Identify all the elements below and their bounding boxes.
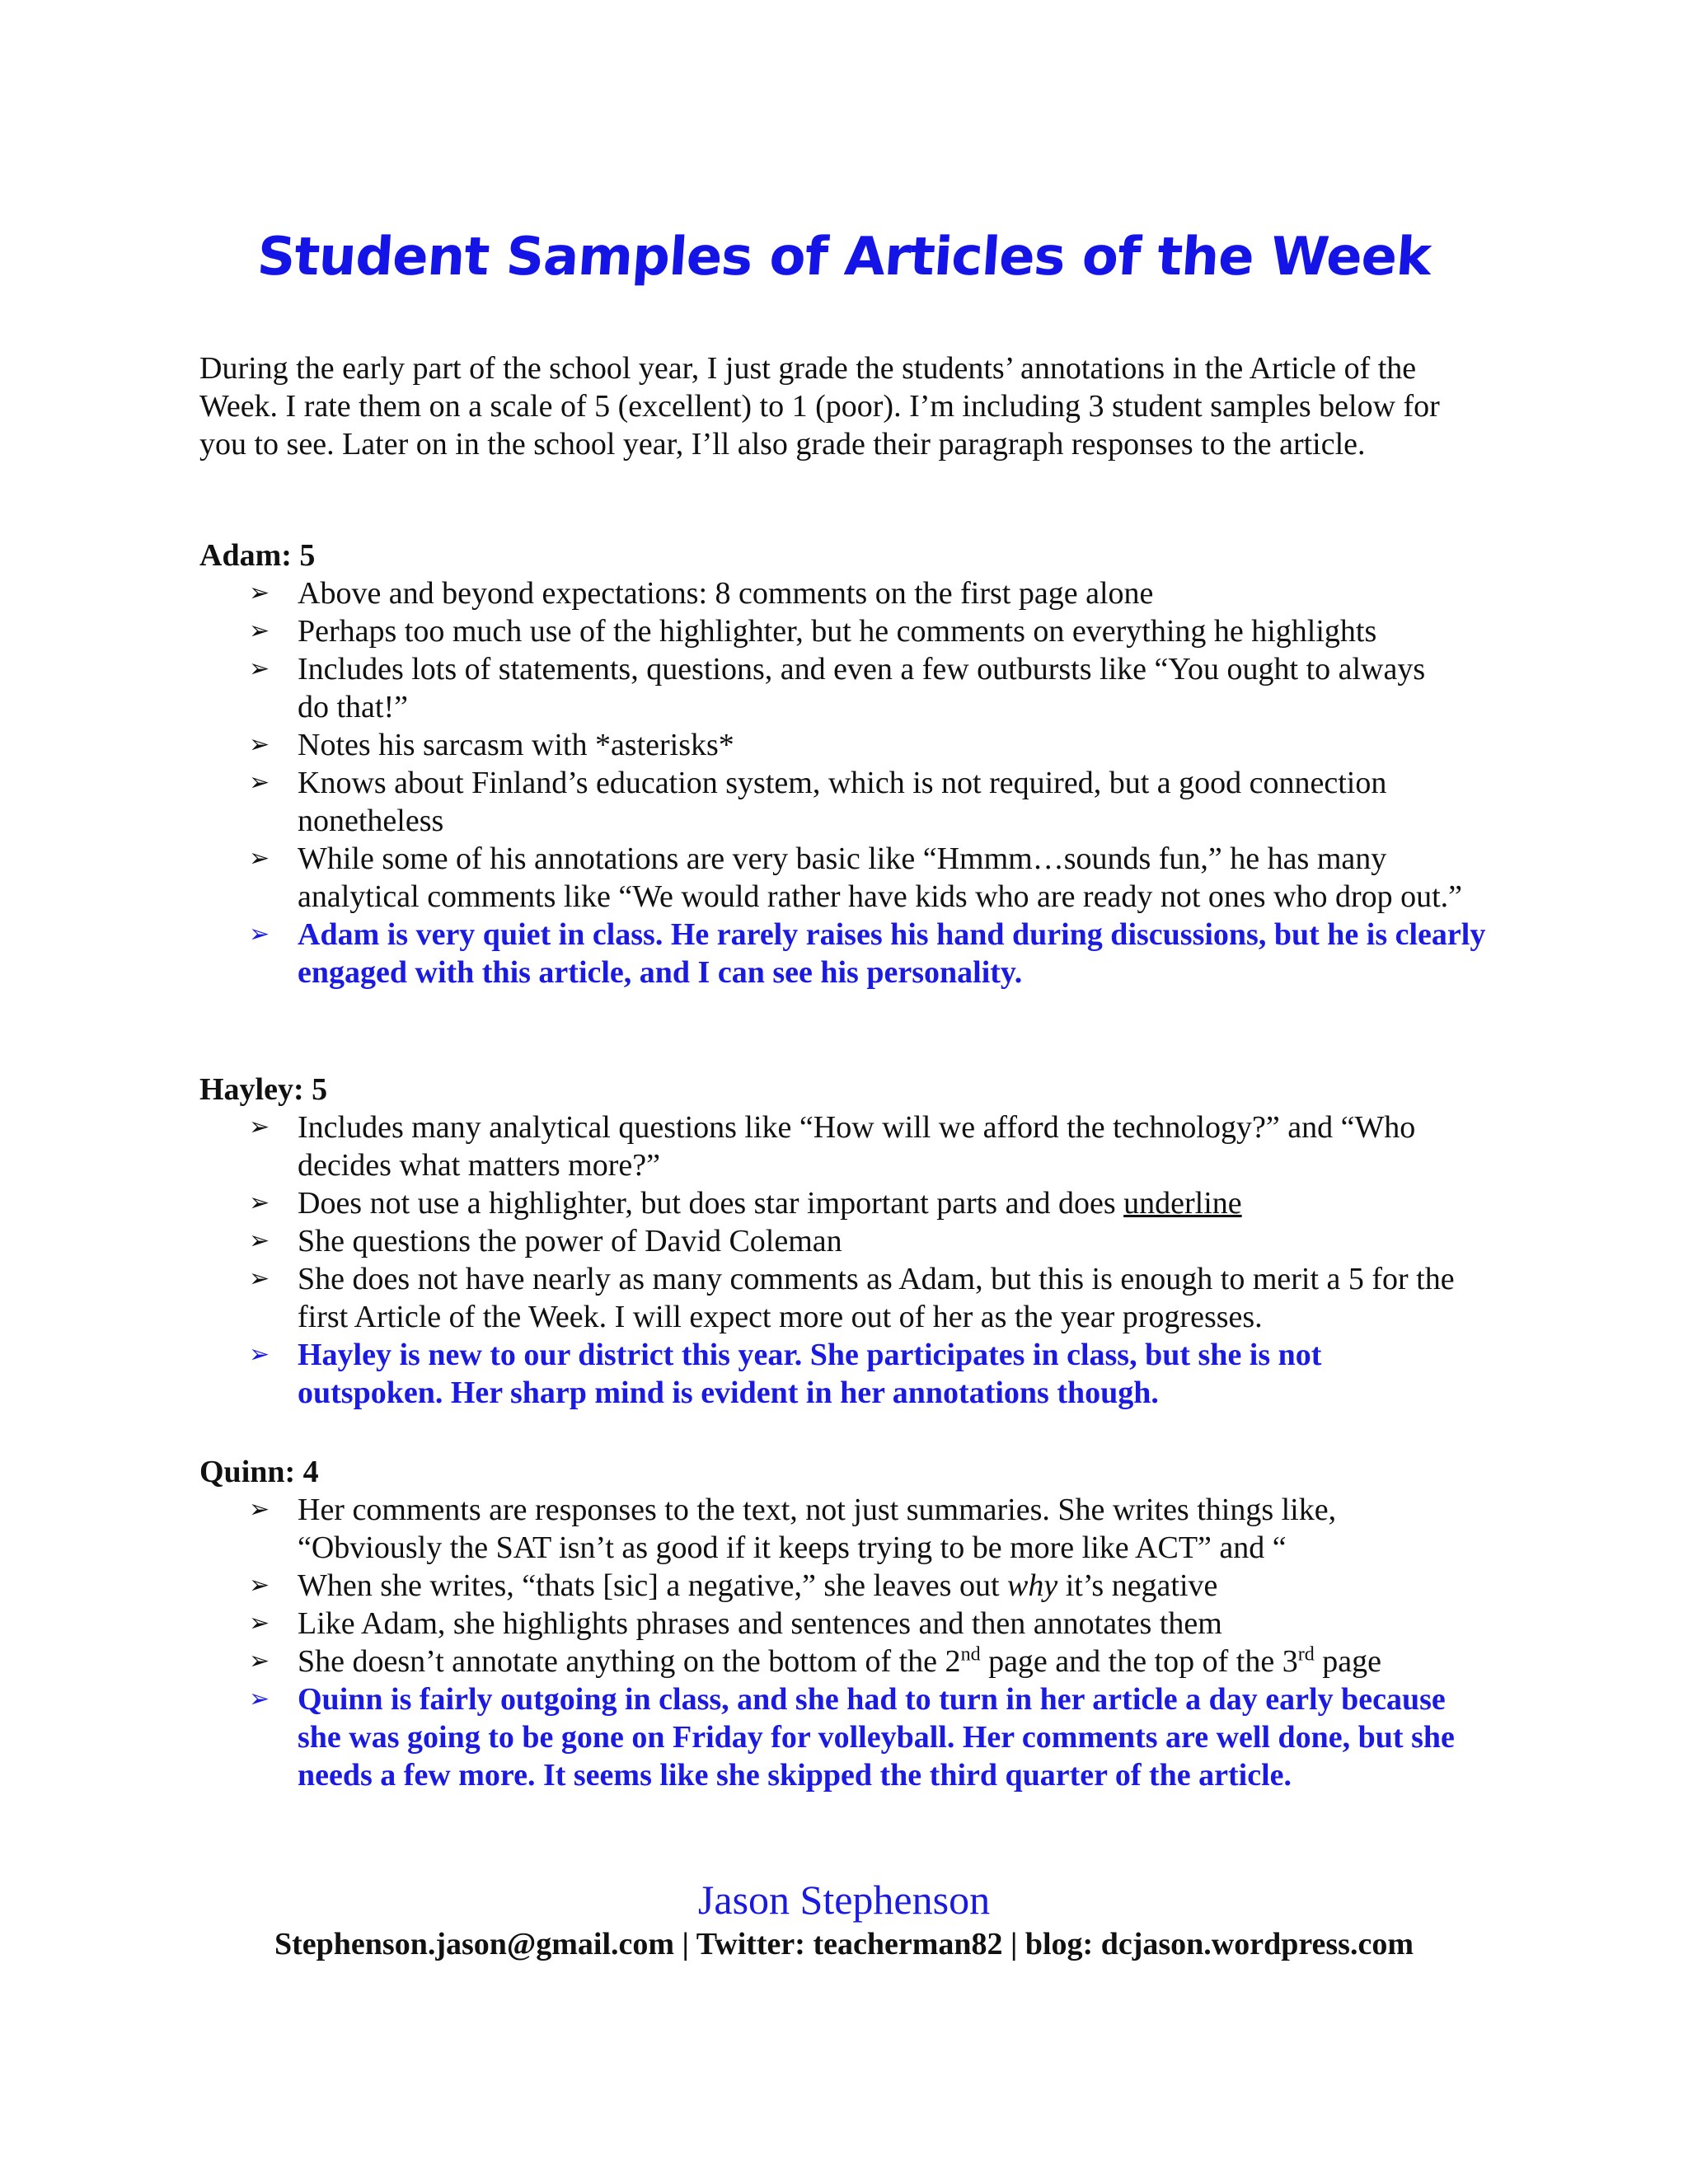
arrow-bullet-icon: ➢ — [249, 1647, 270, 1675]
arrow-bullet-icon: ➢ — [249, 1495, 270, 1524]
ordinal-suffix: nd — [960, 1643, 981, 1666]
list-item: ➢ Does not use a highlighter, but does star important parts and does underline — [249, 1186, 1242, 1221]
list-item: ➢ She does not have nearly as many comments as Adam, but this is enough to merit a 5 for the first Article of the Week. I will expect more out of her as the year progresses. — [249, 1262, 1455, 1334]
ordinal-suffix: rd — [1297, 1643, 1315, 1666]
student-heading: Quinn: 4 — [199, 1455, 319, 1489]
student-bullet-list — [199, 1108, 1502, 1412]
arrow-bullet-icon: ➢ — [249, 1226, 270, 1255]
student-section-hayley — [199, 1071, 1502, 1412]
list-item: ➢ Perhaps too much use of the highlighter, but he comments on everything he highlights — [249, 614, 1377, 649]
arrow-bullet-icon: ➢ — [249, 1264, 270, 1293]
student-bullet-list — [199, 1491, 1502, 1794]
teacher-note: ➢ Hayley is new to our district this year. She participates in class, but she is not outspoken. Her sharp mind is evident in her annotations though. — [249, 1338, 1322, 1410]
arrow-bullet-icon: ➢ — [249, 1188, 270, 1217]
arrow-bullet-icon: ➢ — [249, 920, 270, 949]
student-bullet-list — [199, 574, 1502, 991]
author-contact-line: Stephenson.jason@gmail.com | Twitter: teacherman82 | blog: dcjason.wordpress.com — [274, 1927, 1414, 1961]
teacher-note: ➢ Quinn is fairly outgoing in class, and she had to turn in her article a day early because she was going to be gone on Friday for volleyball. Her comments are well done, but she needs a few more. It seems like she skipped the third quarter of the article. — [249, 1682, 1455, 1793]
list-item: ➢ Her comments are responses to the text, not just summaries. She writes things like, “Obviously the SAT isn’t as good if it keeps trying to be more like ACT” and “ — [249, 1493, 1337, 1565]
list-item: ➢ Includes many analytical questions like “How will we afford the technology?” and “Who decides what matters more?” — [249, 1110, 1416, 1183]
arrow-bullet-icon: ➢ — [249, 579, 270, 607]
list-item: ➢ Like Adam, she highlights phrases and sentences and then annotates them — [249, 1606, 1222, 1641]
underlined-word: underline — [1123, 1186, 1242, 1221]
arrow-bullet-icon: ➢ — [249, 616, 270, 645]
teacher-note: ➢ Adam is very quiet in class. He rarely raises his hand during discussions, but he is clearly engaged with this article, and I can see his personality. — [249, 917, 1486, 990]
arrow-bullet-icon: ➢ — [249, 654, 270, 683]
arrow-bullet-icon: ➢ — [249, 730, 270, 759]
intro-paragraph: During the early part of the school year, I just grade the students’ annotations in the Article of the Week. I rate them on a scale of 5 (excellent) to 1 (poor). I’m including 3 student samples below for you to see. Later on in the school year, I’ll also grade their paragraph responses to the article. — [199, 351, 1440, 462]
list-item: ➢ When she writes, “thats [sic] a negative,” she leaves out why it’s negative — [249, 1568, 1218, 1603]
arrow-bullet-icon: ➢ — [249, 1609, 270, 1638]
document-title: Student Samples of Articles of the Week — [255, 227, 1433, 288]
student-section-adam — [199, 537, 1502, 991]
student-heading: Adam: 5 — [199, 538, 316, 573]
arrow-bullet-icon: ➢ — [249, 1685, 270, 1713]
student-heading: Hayley: 5 — [199, 1072, 328, 1107]
italic-word: why — [1007, 1568, 1058, 1603]
list-item: ➢ Above and beyond expectations: 8 comments on the first page alone — [249, 576, 1154, 611]
list-item: ➢ Knows about Finland’s education system, which is not required, but a good connection nonetheless — [249, 766, 1387, 838]
arrow-bullet-icon: ➢ — [249, 768, 270, 797]
list-item: ➢ Notes his sarcasm with *asterisks* — [249, 728, 734, 762]
list-item: ➢ While some of his annotations are very basic like “Hmmm…sounds fun,” he has many analytical comments like “We would rather have kids who are ready not ones who drop out.” — [249, 841, 1463, 914]
author-name: Jason Stephenson — [697, 1877, 991, 1923]
list-item: ➢ Includes lots of statements, questions, and even a few outbursts like “You ought to always do that!” — [249, 652, 1426, 724]
arrow-bullet-icon: ➢ — [249, 1571, 270, 1600]
arrow-bullet-icon: ➢ — [249, 1340, 270, 1369]
student-section-quinn — [199, 1453, 1502, 1794]
list-item: ➢ She doesn’t annotate anything on the bottom of the 2nd page and the top of the 3rd page — [249, 1643, 1381, 1679]
list-item: ➢ She questions the power of David Coleman — [249, 1224, 842, 1258]
arrow-bullet-icon: ➢ — [249, 1113, 270, 1141]
arrow-bullet-icon: ➢ — [249, 844, 270, 873]
